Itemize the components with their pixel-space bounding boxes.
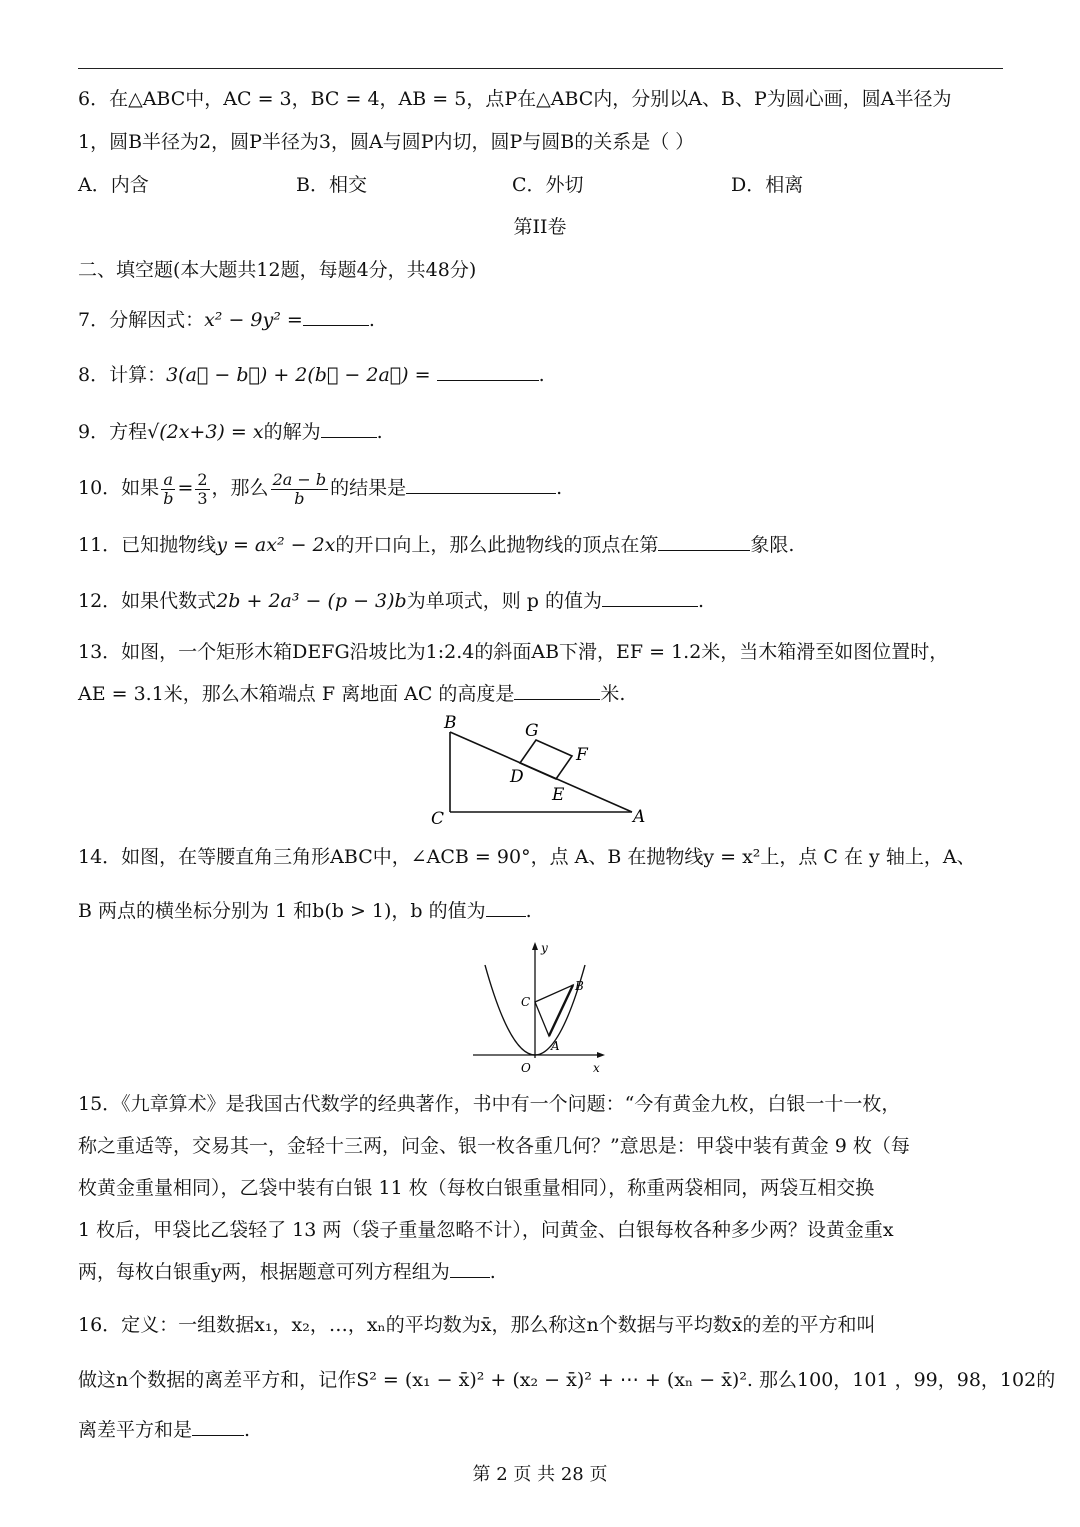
q10-mid: ，那么 <box>211 477 269 499</box>
q11-prefix: 11．已知抛物线 <box>78 534 217 556</box>
y-axis-arrow <box>532 942 538 950</box>
q15-line1: 15．《九章算术》是我国古代数学的经典著作，书中有一个问题：“今有黄金九枚，白银一十一枚， <box>78 1093 901 1115</box>
q8 <box>78 362 545 388</box>
x-axis-arrow <box>597 1052 605 1058</box>
top-rule <box>78 68 1003 69</box>
q14-line2-text: B 两点的横坐标分别为 1 和b(b > 1)，b 的值为 <box>78 900 486 922</box>
q12-mid: 为单项式，则 p 的值为 <box>406 590 602 612</box>
q12-suffix: . <box>697 590 705 612</box>
label-g: G <box>525 721 539 741</box>
q15-answer-blank <box>450 1259 490 1278</box>
q9-answer-blank <box>321 419 377 438</box>
q16-line1: 16．定义：一组数据x₁，x₂，…，xₙ的平均数为x̄，那么称这n个数据与平均数x̄的差的平方和叫 <box>78 1314 876 1336</box>
q16-line3 <box>78 1417 250 1443</box>
q10-frac1-num: a <box>161 471 175 490</box>
label-a: A <box>633 807 646 827</box>
label-b: B <box>575 979 584 993</box>
q9-prefix: 9．方程 <box>78 421 148 443</box>
q15-line4: 1 枚后，甲袋比乙袋轻了 13 两（袋子重量忽略不计），问黄金、白银每枚各种多少两？设黄金重x <box>78 1219 894 1241</box>
label-c: C <box>431 809 445 828</box>
q10-frac-a-b <box>161 471 175 508</box>
q10-frac-expr <box>271 471 329 508</box>
label-c: C <box>521 995 531 1009</box>
q14-line2-tail: . <box>525 900 532 922</box>
q13-line1: 13．如图，一个矩形木箱DEFG沿坡比为1:2.4的斜面AB下滑，EF = 1.2米，当木箱滑至如图位置时， <box>78 641 949 663</box>
label-o: O <box>521 1061 531 1075</box>
q7-answer-blank <box>303 307 369 326</box>
segment-ab <box>549 985 573 1036</box>
rectangle-defg <box>520 740 572 779</box>
q9-expr: √(2x+3) = x <box>147 421 264 443</box>
q11-mid: 的开口向上，那么此抛物线的顶点在第 <box>335 534 659 556</box>
q16-line3-tail: . <box>244 1419 251 1441</box>
q15-line5-text: 两，每枚白银重y两，根据题意可列方程组为 <box>78 1261 450 1283</box>
q16-line2: 做这n个数据的离差平方和，记作S² = (x₁ − x̄)² + (x₂ − x̄)² + ⋯ + (xₙ − x̄)². 那么100，101 ，99，98，102的 <box>78 1369 1056 1391</box>
q16-answer-blank <box>192 1417 244 1436</box>
label-e: E <box>552 785 565 805</box>
q10-answer-blank <box>406 475 556 494</box>
q9-mid: 的解为 <box>263 421 321 443</box>
q15-line5 <box>78 1259 496 1285</box>
label-x: x <box>593 1061 600 1075</box>
q8-suffix: . <box>538 364 545 386</box>
triangle-abc <box>535 985 573 1036</box>
q15-line3: 枚黄金重量相同），乙袋中装有白银 11 枚（每枚白银重量相同），称重两袋相同，两袋互相交换 <box>78 1177 875 1199</box>
q8-answer-blank <box>437 362 539 381</box>
q7-prefix: 7．分解因式： <box>78 309 205 331</box>
q13-line2-text: AE = 3.1米，那么木箱端点 F 离地面 AC 的高度是 <box>78 683 515 705</box>
q12 <box>78 588 704 614</box>
q12-answer-blank <box>602 588 698 607</box>
label-b: B <box>444 713 457 733</box>
q10-frac2-num: 2 <box>197 469 208 489</box>
q10-prefix: 10．如果 <box>78 477 160 499</box>
q12-prefix: 12．如果代数式 <box>78 590 217 612</box>
q8-prefix: 8．计算： <box>78 364 167 386</box>
q7-expr: x² − 9y² = <box>204 309 303 331</box>
q13-figure-slope-box <box>420 712 660 828</box>
q6-option-c: C．外切 <box>512 174 584 196</box>
q13-line2-tail: 米. <box>600 683 626 705</box>
label-a: A <box>551 1039 560 1053</box>
q10-frac2-den: 3 <box>197 488 208 508</box>
q7-suffix: . <box>368 309 375 331</box>
q10 <box>78 470 562 508</box>
label-f: F <box>576 745 588 765</box>
q14-figure-parabola <box>465 938 615 1078</box>
section2-header: 二、填空题(本大题共12题，每题4分，共48分) <box>78 259 477 281</box>
q10-suffix: . <box>556 477 563 499</box>
q6-option-b: B．相交 <box>296 174 367 196</box>
q11-expr: y = ax² − 2x <box>216 534 336 556</box>
q7 <box>78 307 375 333</box>
page-footer: 第 2 页 共 28 页 <box>472 1464 608 1485</box>
q10-frac3-den: b <box>294 488 305 508</box>
q6-line2: 1，圆B半径为2，圆P半径为3，圆A与圆P内切，圆P与圆B的关系是（ ） <box>78 131 695 153</box>
q10-frac-2-3 <box>195 471 209 508</box>
q11 <box>78 532 794 558</box>
q10-frac1-den: b <box>163 488 174 508</box>
q9 <box>78 419 383 445</box>
q13-answer-blank <box>514 681 600 700</box>
q6-option-a: A．内含 <box>78 174 149 196</box>
q14-line1: 14．如图，在等腰直角三角形ABC中，∠ACB = 90°，点 A、B 在抛物线y = x²上，点 C 在 y 轴上，A、 <box>78 846 976 868</box>
q6-option-d: D．相离 <box>731 174 804 196</box>
q10-eq: = <box>177 477 194 499</box>
q15-line2: 称之重适等，交易其一，金轻十三两，问金、银一枚各重几何？”意思是：甲袋中装有黄金 9 枚（每 <box>78 1135 910 1157</box>
q15-line5-tail: . <box>489 1261 496 1283</box>
q11-tail: 象限. <box>750 534 795 556</box>
q6-line1: 6．在△ABC中，AC = 3，BC = 4，AB = 5，点P在△ABC内，分别以A、B、P为圆心画，圆A半径为 <box>78 88 952 110</box>
q13-line2 <box>78 681 625 707</box>
q11-answer-blank <box>658 532 750 551</box>
label-y: y <box>541 941 548 955</box>
q16-line3-text: 离差平方和是 <box>78 1419 193 1441</box>
q8-expr: 3(a⃗ − b⃗) + 2(b⃗ − 2a⃗) = <box>166 364 431 386</box>
q9-suffix: . <box>376 421 383 443</box>
q14-answer-blank <box>486 898 526 917</box>
q12-expr: 2b + 2a³ − (p − 3)b <box>216 590 407 612</box>
q10-tail: 的结果是 <box>330 477 407 499</box>
label-d: D <box>510 767 524 787</box>
q10-frac3-num: 2a − b <box>272 469 327 489</box>
q14-line2 <box>78 898 532 924</box>
section-title: 第II卷 <box>513 216 567 238</box>
